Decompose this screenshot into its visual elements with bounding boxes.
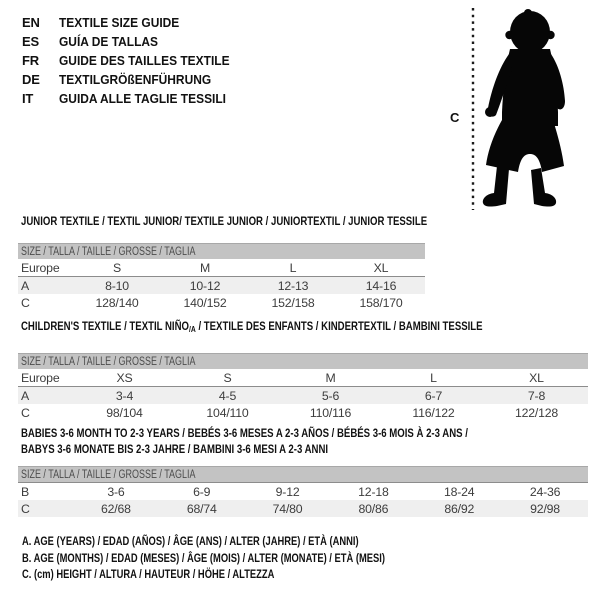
region-label: Europe xyxy=(21,260,60,275)
lang-label: TEXTILE SIZE GUIDE xyxy=(59,15,180,30)
region-label: Europe xyxy=(21,370,60,385)
lang-code: EN xyxy=(22,15,40,30)
size-cell: XL xyxy=(373,260,389,275)
language-header xyxy=(22,13,244,108)
lang-row-en xyxy=(22,13,244,32)
lang-code: IT xyxy=(22,91,34,106)
age-years-row xyxy=(18,277,425,295)
size-band-label: SIZE / TALLA / TAILLE / GRÖSSE / TAGLIA xyxy=(21,355,196,368)
size-cell: L xyxy=(430,370,437,385)
size-band-label: SIZE / TALLA / TAILLE / GRÖSSE / TAGLIA xyxy=(21,468,196,481)
height-row xyxy=(18,404,588,421)
footnote-a: A. AGE (YEARS) / EDAD (AÑOS) / ÂGE (ANS) / ALTER (JAHRE) / ETÀ (ANNI) xyxy=(22,534,359,548)
value-cell: 74/80 xyxy=(245,500,331,517)
value-cell: 10-12 xyxy=(161,277,249,295)
lang-label: GUIDE DES TAILLES TEXTILE xyxy=(59,53,230,68)
value-cell: 80/86 xyxy=(330,500,416,517)
value-cell: 8-10 xyxy=(73,277,161,295)
value-cell: 5-6 xyxy=(279,387,382,405)
row-label: C xyxy=(21,295,30,310)
height-row xyxy=(18,500,588,517)
size-band-cell xyxy=(18,354,588,370)
size-cell: M xyxy=(325,370,336,385)
children-table xyxy=(18,353,588,421)
size-band-cell xyxy=(18,467,588,483)
babies-title-line1: BABIES 3-6 MONTH TO 2-3 YEARS / BEBÉS 3-6 MESES A 2-3 AÑOS / BÉBÉS 3-6 MOIS À 2-3 ANS / xyxy=(21,426,468,440)
babies-title-line2: BABYS 3-6 MONATE BIS 2-3 JAHRE / BAMBINI 3-6 MESI A 2-3 ANNI xyxy=(21,442,329,456)
lang-code: ES xyxy=(22,34,39,49)
value-cell: 158/170 xyxy=(359,295,403,310)
value-cell: 7-8 xyxy=(485,387,588,405)
lang-row-it xyxy=(22,89,244,108)
children-title: CHILDREN'S TEXTILE / TEXTIL NIÑO/A / TEXTILE DES ENFANTS / KINDERTEXTIL / BAMBINI TESSILE xyxy=(21,319,483,334)
lang-row-fr xyxy=(22,51,244,70)
value-cell: 4-5 xyxy=(176,387,279,405)
value-cell: 68/74 xyxy=(159,500,245,517)
size-cell: S xyxy=(223,370,232,385)
size-band-cell xyxy=(18,244,425,260)
size-band-row xyxy=(18,244,425,260)
size-header-row xyxy=(18,369,588,387)
value-cell: 3-4 xyxy=(73,387,176,405)
size-band-row xyxy=(18,354,588,370)
size-cell: S xyxy=(112,260,121,275)
row-label: A xyxy=(18,277,73,295)
row-label: A xyxy=(18,387,73,405)
value-cell: 14-16 xyxy=(337,277,425,295)
value-cell: 122/128 xyxy=(514,405,559,420)
value-cell: 98/104 xyxy=(106,405,143,420)
junior-table xyxy=(18,243,425,311)
babies-section xyxy=(18,425,588,517)
value-cell: 18-24 xyxy=(416,483,502,501)
lang-row-de xyxy=(22,70,244,89)
value-cell: 92/98 xyxy=(502,500,588,517)
value-cell: 116/122 xyxy=(412,405,455,420)
lang-label: GUIDA ALLE TAGLIE TESSILI xyxy=(59,91,227,106)
baby-silhouette xyxy=(483,9,565,207)
height-measure-label: C xyxy=(450,110,460,125)
lang-row-es xyxy=(22,32,244,51)
value-cell: 110/116 xyxy=(309,405,352,420)
lang-label: TEXTILGRÖßENFÜHRUNG xyxy=(59,72,212,87)
age-months-row xyxy=(18,483,588,501)
height-row xyxy=(18,294,425,311)
value-cell: 3-6 xyxy=(73,483,159,501)
value-cell: 152/158 xyxy=(271,295,315,310)
lang-code: DE xyxy=(22,72,40,87)
row-label: C xyxy=(18,500,73,517)
value-cell: 12-18 xyxy=(330,483,416,501)
value-cell: 24-36 xyxy=(502,483,588,501)
lang-label: GUÍA DE TALLAS xyxy=(59,34,159,49)
nino-a-subscript: /A xyxy=(188,324,196,334)
junior-title: JUNIOR TEXTILE / TEXTIL JUNIOR/ TEXTILE JUNIOR / JUNIORTEXTIL / JUNIOR TESSILE xyxy=(21,214,428,228)
lang-code: FR xyxy=(22,53,39,68)
value-cell: 128/140 xyxy=(95,295,139,310)
age-years-row xyxy=(18,387,588,405)
size-cell: M xyxy=(199,260,211,275)
footnote-b: B. AGE (MONTHS) / EDAD (MESES) / ÂGE (MOIS) / ALTER (MONATE) / ETÀ (MESI) xyxy=(22,550,385,565)
value-cell: 86/92 xyxy=(416,500,502,517)
baby-silhouette-figure xyxy=(440,4,590,216)
row-label: C xyxy=(21,405,30,420)
value-cell: 12-13 xyxy=(249,277,337,295)
size-band-label: SIZE / TALLA / TAILLE / GRÖSSE / TAGLIA xyxy=(21,245,196,258)
children-section xyxy=(18,320,588,421)
size-header-row xyxy=(18,259,425,277)
value-cell: 140/152 xyxy=(183,295,227,310)
size-cell: XS xyxy=(116,370,133,385)
babies-table xyxy=(18,466,588,517)
size-cell: XL xyxy=(529,370,544,385)
value-cell: 6-7 xyxy=(382,387,485,405)
value-cell: 9-12 xyxy=(245,483,331,501)
junior-section xyxy=(18,214,428,311)
legend-footnotes xyxy=(22,533,487,583)
size-band-row xyxy=(18,467,588,483)
footnote-c: C. (cm) HEIGHT / ALTURA / HAUTEUR / HÖHE / ALTEZZA xyxy=(22,567,275,581)
size-cell: L xyxy=(289,260,297,275)
value-cell: 62/68 xyxy=(73,500,159,517)
value-cell: 104/110 xyxy=(206,405,249,420)
row-label: B xyxy=(18,483,73,501)
value-cell: 6-9 xyxy=(159,483,245,501)
